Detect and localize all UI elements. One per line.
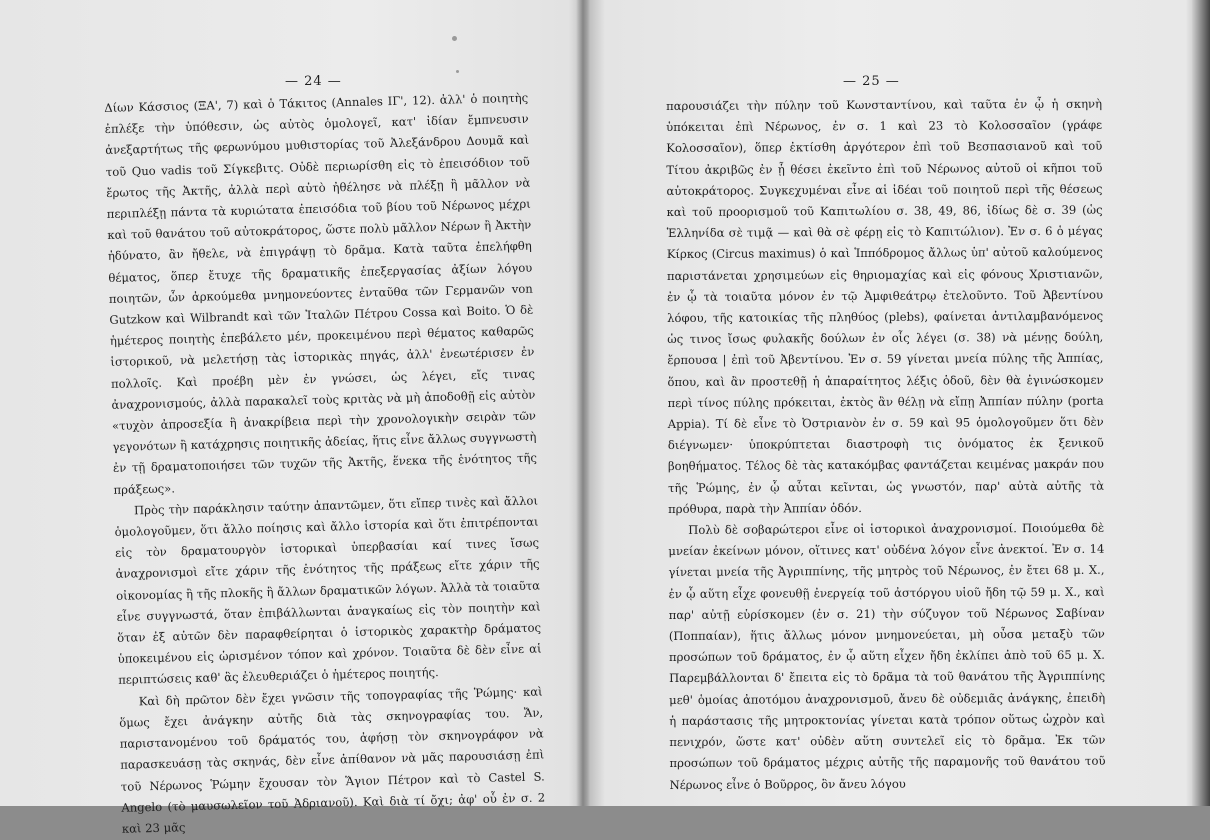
paragraph: Πολὺ δὲ σοβαρώτεροι εἶνε οἱ ἱστορικοὶ ἀναχρονισμοί. Ποιούμεθα δὲ μνείαν ἐκείνων μόνον, οἵτινες κατ' οὐδένα λόγον εἶνε ἀνεκτοί. Ἐν σ. 14 γίνεται μνεία τῆς Ἀγριππίνης, τῆς μητρὸς τοῦ Νέρωνος, ἐν ἔτει 68 μ. Χ., ἐν ᾧ αὕτη εἶχε φονευθῇ ἐνεργείᾳ τοῦ ἀστόργου υἱοῦ ἤδη τῷ 59 μ. Χ., καὶ παρ' αὐτῇ εὑρίσκομεν (ἐν σ. 21) τὴν σύζυγον τοῦ Νέρωνος Σαβίναν (Ποππαίαν), ἥτις ἄλλως μόνον μνημονεύεται, μὴ οὖσα μεταξὺ τῶν προσώπων τοῦ δράματος, ἐν ᾧ αὕτη εἶχεν ἤδη ἐκλίπει ἀπὸ τοῦ 65 μ. Χ. Παρεμβάλλονται δ' ἔπειτα εἰς τὸ δρᾶμα τὰ τοῦ θανάτου τῆς Ἀγριππίνης μεθ' ὁμοίας ἀποτόμου ἀναχρονισμοῦ, ἄνευ δὲ οὐδεμιᾶς ἀνάγκης, ἐπειδὴ ἡ παράστασις τῆς μητροκτονίας γίνεται κατὰ τρόπον οὕτως ὠχρὸν καὶ πενιχρόν, ὥστε κατ' οὐδὲν αὕτη συντελεῖ εἰς τὸ δρᾶμα. Ἐκ τῶν προσώπων τοῦ δράματος μέχρις αὐτῆς τῆς παραμονῆς τοῦ θανάτου τοῦ Νέρωνος εἶνε ὁ Βοῦρρος, ὃν ἄνευ λόγου — [668, 520, 1106, 792]
page-number-right: — 25 — — [843, 74, 900, 89]
paper-spot — [452, 36, 457, 41]
right-page — [583, 0, 1193, 806]
paper-spot — [456, 70, 459, 73]
page-number-left: — 24 — — [285, 74, 342, 89]
left-page-text — [104, 88, 546, 840]
paragraph: παρουσιάζει τὴν πύλην τοῦ Κωνσταντίνου, καὶ ταῦτα ἐν ᾧ ἡ σκηνὴ ὑπόκειται ἐπὶ Νέρωνος, ἐν σ. 1 καὶ 23 τὸ Κολοσσαῖον (γράφε Κολοσσαῖον), ὅπερ ἐκτίσθη ἀργότερον ἐπὶ τοῦ Βεσπασιανοῦ καὶ τοῦ Τίτου ἀκριβῶς ἐν ᾗ θέσει ἐκεῖντο ἐπὶ τοῦ Νέρωνος αὐτοῦ οἱ κῆποι τοῦ αὐτοκράτορος. Συγκεχυμέναι εἶνε αἱ ἰδέαι τοῦ ποιητοῦ περὶ τῆς θέσεως καὶ τοῦ προορισμοῦ τοῦ Καπιτωλίου σ. 38, 49, 86, ἰδίως δὲ σ. 39 (ὡς Ἑλληνίδα σὲ τιμᾷ — καὶ θὰ σὲ φέρῃ εἰς τὸ Καπιτώλιον). Ἐν σ. 6 ὁ μέγας Κίρκος (Circus maximus) ὁ καὶ Ἱππόδρομος ἄλλως ὑπ' αὐτοῦ καλούμενος παριστάνεται χρησιμεύων εἰς θηριομαχίας καὶ εἰς φόνους Χριστιανῶν, ἐν ᾧ τὰ τοιαῦτα μόνον ἐν τῷ Ἀμφιθεάτρῳ ἐτελοῦντο. Τοῦ Ἀβεντίνου λόφου, τῆς κατοικίας τῆς πληθύος (plebs), φαίνεται ἀντιλαμβανόμενος ὡς τινος ἴσως φυλακῆς δούλων ἐν οἷς λέγει (σ. 38) νὰ μένῃς δούλη, ἔρπουσα | ἐπὶ τοῦ Ἀβεντίνου. Ἐν σ. 59 γίνεται μνεία πύλης τῆς Ἀππίας, ὅπου, καὶ ἂν προστεθῇ ἡ ἀπαραίτητος λέξις ὁδοῦ, δὲν θὰ ἐγινώσκομεν περὶ τίνος πύλης πρόκειται, ἐκτὸς ἂν θέλῃ νὰ εἴπῃ Ἀππίαν πύλην (porta Appia). Τί δὲ εἶνε τὸ Ὀστριανὸν ἐν σ. 59 καὶ 95 ὁμολογοῦμεν ὅτι δὲν διέγνωμεν· ὑποκρύπτεται διαστροφὴ τις ὀνόματος ἐκ ξενικοῦ βοηθήματος. Τέλος δὲ τὰς κατακόμβας φαντάζεται κειμένας μακράν που τῆς Ῥώμης, ἐν ᾧ αὗται κεῖνται, ὡς γνωστόν, παρ' αὐτὰ αὐτῆς τὰ πρόθυρα, παρὰ τὴν Ἀππίαν ὁδόν. — [666, 96, 1105, 516]
left-page — [0, 0, 583, 836]
paragraph: Καὶ δὴ πρῶτον δὲν ἔχει γνῶσιν τῆς τοπογραφίας τῆς Ῥώμης· καὶ ὅμως ἔχει ἀνάγκην αὐτῆς διὰ τὰς σκηνογραφίας του. Ἄν, παριστανομένου τοῦ δράματός του, ἀφήσῃ τὸν σκηνογράφον νὰ παρασκευάσῃ τὰς σκηνάς, δὲν εἶνε ἀπίθανον νὰ μᾶς παρουσιάσῃ ἐπὶ τοῦ Νέρωνος Ῥώμην ἔχουσαν τὸν Ἅγιον Πέτρον καὶ τὸ Castel S. Angelo (τὸ μαυσωλεῖον τοῦ Ἀδριανοῦ). Καὶ διὰ τί ὄχι; ἀφ' οὗ ἐν σ. 2 καὶ 23 μᾶς — [119, 684, 546, 836]
paragraph: Δίων Κάσσιος (ΞΑ', 7) καὶ ὁ Τάκιτος (Annales ΙΓ', 12). ἀλλ' ὁ ποιητὴς ἐπλέξε τὴν ὑπόθεσιν, ὡς αὐτὸς ὁμολογεῖ, κατ' ἰδίαν ἔμπνευσιν ἀνεξαρτήτως τῆς φερωνύμου μυθιστορίας τοῦ Ἀλεξάνδρου Δουμᾶ καὶ τοῦ Quo vadis τοῦ Σίγκεβιτς. Οὐδὲ περιωρίσθη εἰς τὸ ἐπεισόδιον τοῦ ἔρωτος τῆς Ἀκτῆς, ἀλλὰ περὶ αὐτὸ ἠθέλησε νὰ πλέξῃ ἢ μᾶλλον νὰ περιπλέξῃ πάντα τὰ κυριώτατα ἐπεισόδια τοῦ βίου τοῦ Νέρωνος μέχρι καὶ τοῦ θανάτου τοῦ αὐτοκράτορος, ὥστε πολὺ μᾶλλον Νέρων ἢ Ἀκτὴν ἠδύνατο, ἂν ἤθελε, νὰ ἐπιγράψῃ τὸ δρᾶμα. Κατὰ ταῦτα ἐπελήφθη θέματος, ὅπερ ἔτυχε τῆς δραματικῆς ἐπεξεργασίας ἀξίων λόγου ποιητῶν, ὧν ἀρκούμεθα μνημονεύοντες ἐνταῦθα τῶν Γερμανῶν von Gutzkow καὶ Wilbrandt καὶ τῶν Ἰταλῶν Πέτρου Cossa καὶ Boito. Ὁ δὲ ἡμέτερος ποιητὴς ἐπεβάλετο μέν, προκειμένου περὶ θέματος καθαρῶς ἱστορικοῦ, νὰ μελετήσῃ τὰς ἱστορικὰς πηγάς, ἀλλ' ἐνεωτέρισεν ἐν πολλοῖς. Καὶ προέβη μὲν ἐν γνώσει, ὡς λέγει, εἴς τινας ἀναχρονισμούς, ἀλλὰ παρακαλεῖ τοὺς κριτὰς νὰ μὴ ἀποδοθῇ εἰς αὐτὸν «τυχὸν ἀπροσεξία ἢ ἀνακρίβεια περὶ τὴν χρονολογικὴν σειρὰν τῶν γεγονότων ἢ κατάχρησις ποιητικῆς ἀδείας, ἥτις εἶνε ἄλλως συγγνωστὴ ἐν τῇ δραματοποιήσει τῶν τυχῶν τῆς Ἀκτῆς, ἕνεκα τῆς ἑνότητος τῆς πράξεως». — [104, 90, 538, 497]
right-page-text — [666, 94, 1106, 796]
paragraph: Πρὸς τὴν παράκλησιν ταύτην ἀπαντῶμεν, ὅτι εἴπερ τινὲς καὶ ἄλλοι ὁμολογοῦμεν, ὅτι ἄλλο ποίησις καὶ ἄλλο ἱστορία καὶ ὅτι ἐπιτρέπονται εἰς τὸν δραματουργὸν ἱστορικαὶ ὑπερβασίαι καί τινες ἴσως ἀναχρονισμοὶ εἴτε χάριν τῆς ἑνότητος τῆς πράξεως εἴτε χάριν τῆς οἰκονομίας ἢ τῆς πλοκῆς ἢ ἄλλων δραματικῶν λόγων. Ἀλλὰ τὰ τοιαῦτα εἶνε συγγνωστά, ὅταν ἐπιβάλλωνται ἀναγκαίως εἰς τὸν ποιητὴν καὶ ὅταν ἐξ αὐτῶν δὲν παραφθείρηται ὁ ἱστορικὸς χαρακτὴρ δράματος ὑποκειμένου εἰς ὡρισμένον τόπον καὶ χρόνον. Τοιαῦτα δὲ δὲν εἶνε αἱ περιπτώσεις καθ' ἃς ἐλευθεριάζει ὁ ἡμέτερος ποιητής. — [114, 493, 542, 688]
page-edge — [1192, 0, 1210, 806]
